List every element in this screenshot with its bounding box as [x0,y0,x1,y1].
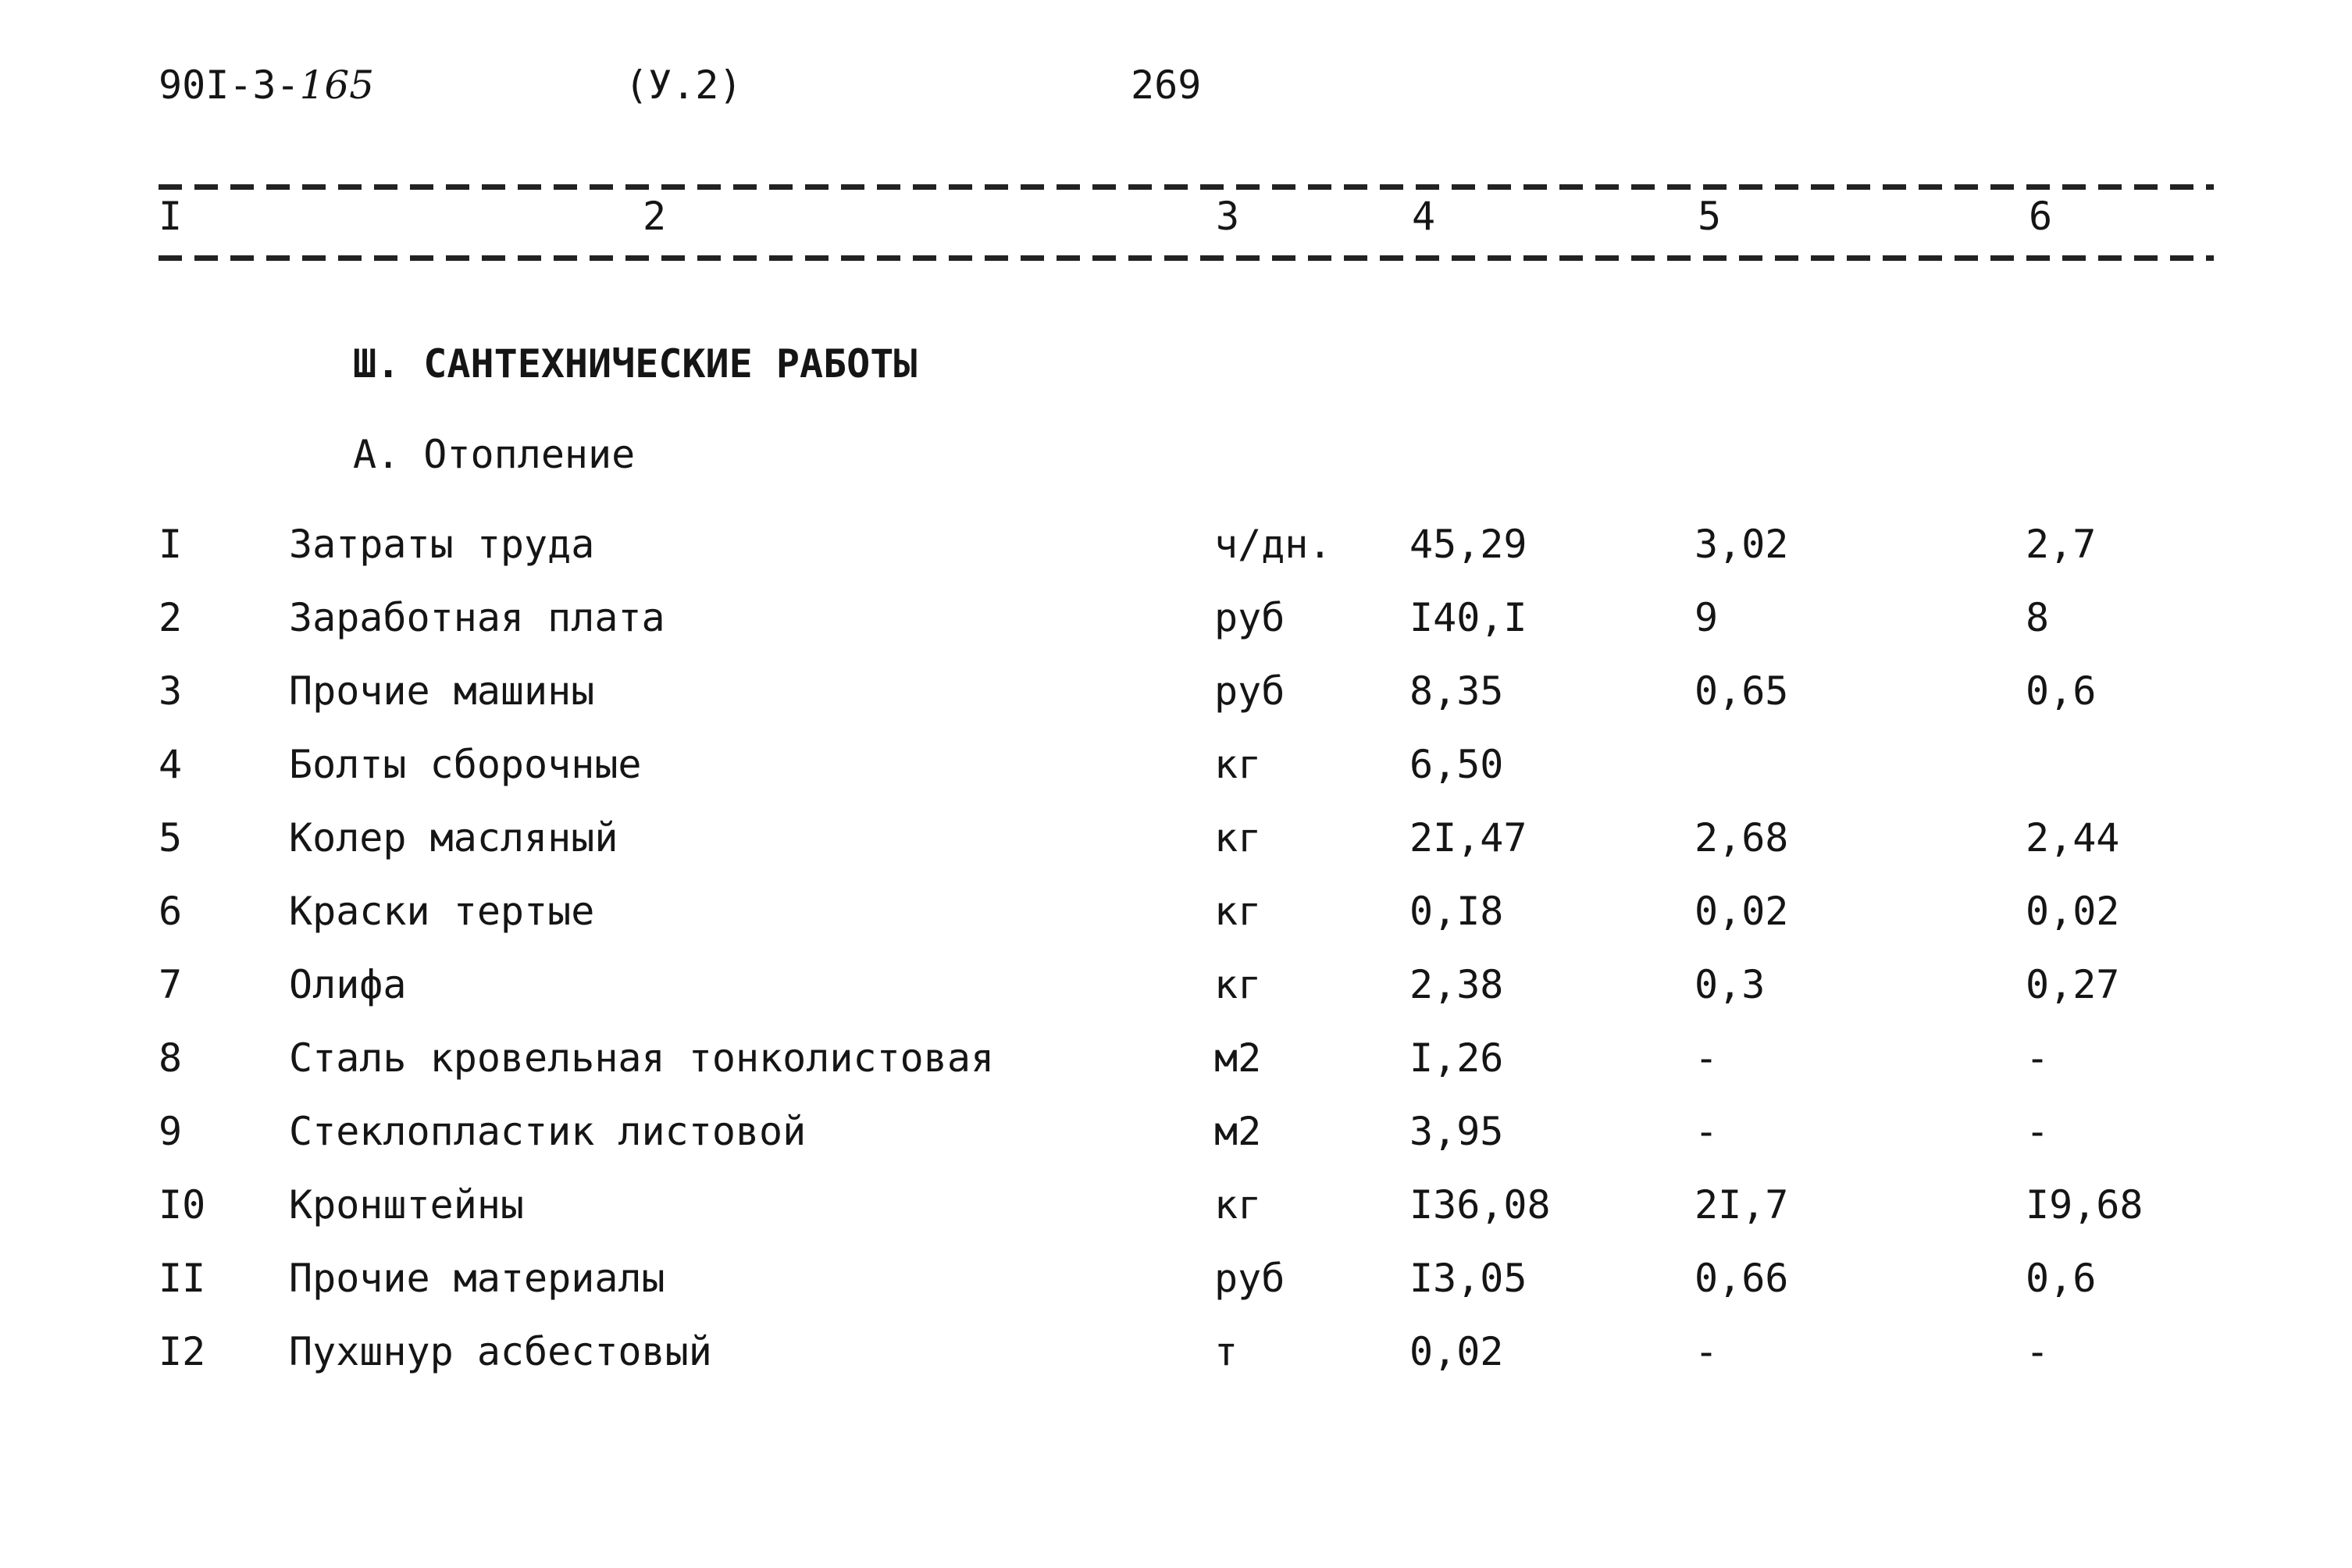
row-col5: 2,68 [1695,815,1789,861]
row-col6: 2,44 [2026,815,2120,861]
row-col5: 0,66 [1695,1256,1789,1301]
row-col6: 0,27 [2026,962,2120,1007]
row-col5: 0,3 [1695,962,1766,1007]
row-name: Краски тертые [289,889,595,934]
row-name: Прочие материалы [289,1256,665,1301]
row-name: Затраты труда [289,522,595,567]
row-unit: т [1214,1329,1238,1374]
subsection-title: А. Отопление [353,432,636,477]
row-col4: 2,38 [1409,962,1504,1007]
row-unit: кг [1214,962,1262,1007]
doc-code-handwritten: 165 [299,62,375,108]
row-number: I [159,522,183,567]
row-col6: 8 [2026,595,2050,640]
row-number: 9 [159,1109,183,1154]
row-number: 8 [159,1035,183,1081]
row-col4: 3,95 [1409,1109,1504,1154]
row-unit: кг [1214,1182,1262,1228]
page-number: 269 [1131,62,1202,108]
row-name: Колер масляный [289,815,618,861]
row-number: 7 [159,962,183,1007]
row-col4: I40,I [1409,595,1527,640]
row-col4: 2I,47 [1409,815,1527,861]
row-number: 3 [159,668,183,714]
row-number: 6 [159,889,183,934]
row-name: Кронштейны [289,1182,525,1228]
column-number-4: 4 [1412,194,1436,239]
variant-label: (У.2) [625,62,743,108]
row-name: Стеклопластик листовой [289,1109,807,1154]
column-number-5: 5 [1698,194,1722,239]
row-col5: - [1695,1035,1719,1081]
column-number-6: 6 [2029,194,2053,239]
row-unit: м2 [1214,1035,1262,1081]
row-col6: - [2026,1035,2050,1081]
row-number: II [159,1256,206,1301]
row-col6: 0,02 [2026,889,2120,934]
row-name: Олифа [289,962,407,1007]
doc-code-prefix: 90I-3- [159,62,300,108]
row-number: 2 [159,595,183,640]
row-col5: - [1695,1329,1719,1374]
row-unit: м2 [1214,1109,1262,1154]
row-col6: 0,6 [2026,668,2097,714]
row-col4: I,26 [1409,1035,1504,1081]
row-unit: кг [1214,815,1262,861]
row-unit: ч/дн. [1214,522,1332,567]
row-col5: - [1695,1109,1719,1154]
row-col4: 0,I8 [1409,889,1504,934]
row-unit: руб [1214,595,1285,640]
row-col4: 45,29 [1409,522,1527,567]
row-name: Заработная плата [289,595,665,640]
row-name: Сталь кровельная тонколистовая [289,1035,995,1081]
row-number: 5 [159,815,183,861]
row-unit: руб [1214,1256,1285,1301]
row-col4: I3,05 [1409,1256,1527,1301]
row-col6: - [2026,1109,2050,1154]
row-unit: кг [1214,742,1262,787]
row-number: 4 [159,742,183,787]
row-col5: 0,65 [1695,668,1789,714]
column-number-3: 3 [1216,194,1240,239]
bottom-dashed-rule [159,255,2214,261]
column-number-2: 2 [643,194,667,239]
row-col4: I36,08 [1409,1182,1551,1228]
row-col5: 9 [1695,595,1719,640]
row-name: Болты сборочные [289,742,642,787]
row-unit: руб [1214,668,1285,714]
row-col5: 0,02 [1695,889,1789,934]
row-number: I2 [159,1329,206,1374]
row-number: I0 [159,1182,206,1228]
row-col4: 8,35 [1409,668,1504,714]
column-number-1: I [159,194,183,239]
row-col6: 0,6 [2026,1256,2097,1301]
top-dashed-rule [159,184,2214,190]
row-col4: 0,02 [1409,1329,1504,1374]
row-name: Прочие машины [289,668,595,714]
doc-code [159,62,375,108]
row-col5: 2I,7 [1695,1182,1789,1228]
row-col6: - [2026,1329,2050,1374]
row-col4: 6,50 [1409,742,1504,787]
row-unit: кг [1214,889,1262,934]
row-col5: 3,02 [1695,522,1789,567]
row-col6: I9,68 [2026,1182,2144,1228]
row-name: Пухшнур асбестовый [289,1329,712,1374]
section-title: Ш. САНТЕХНИЧЕСКИЕ РАБОТЫ [353,341,918,387]
row-col6: 2,7 [2026,522,2097,567]
